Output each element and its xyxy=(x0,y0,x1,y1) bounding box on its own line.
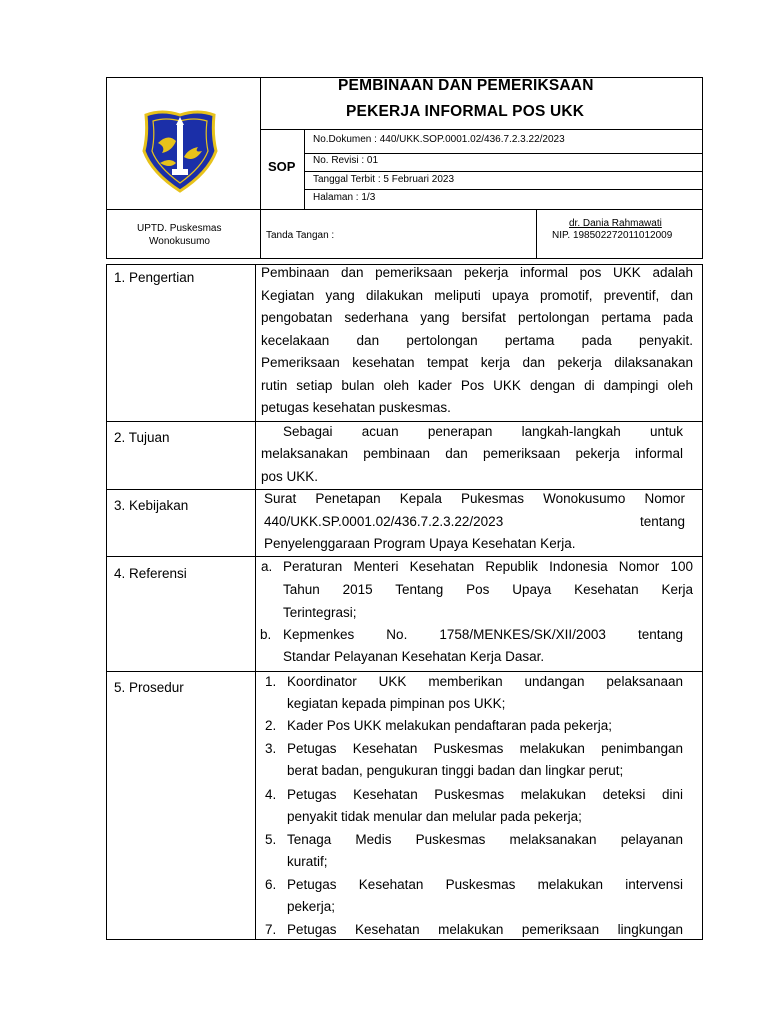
pengertian-line: Kegiatan yang dilakukan meliputi upaya promotif, preventif, dan xyxy=(261,288,693,303)
pengertian-line: Pemeriksaan kesehatan tempat kerja dan pekerja dilaksanakan xyxy=(261,355,693,370)
label-tujuan: 2. Tujuan xyxy=(114,430,170,445)
prosedur-marker: 2. xyxy=(265,718,277,733)
prosedur-line: kuratif; xyxy=(287,854,328,869)
prosedur-line: Petugas Kesehatan Puskesmas melakukan intervensi xyxy=(287,877,683,892)
referensi-line: Terintegrasi; xyxy=(283,605,357,620)
prosedur-marker: 5. xyxy=(265,832,277,847)
label-kebijakan: 3. Kebijakan xyxy=(114,498,189,513)
label-pengertian: 1. Pengertian xyxy=(114,270,195,285)
prosedur-marker: 1. xyxy=(265,674,277,689)
tujuan-line: pos UKK. xyxy=(261,469,319,484)
prosedur-line: penyakit tidak menular dan melular pada pekerja; xyxy=(287,809,582,824)
prosedur-line: Tenaga Medis Puskesmas melaksanakan pelayanan xyxy=(287,832,683,847)
pengertian-line: pengobatan sederhana yang bersifat pertolongan pertama pada xyxy=(261,310,693,325)
prosedur-line: kegiatan kepada pimpinan pos UKK; xyxy=(287,696,506,711)
prosedur-marker: 3. xyxy=(265,741,277,756)
tujuan-line: melaksanakan pembinaan dan pemeriksaan pekerja informal xyxy=(261,446,683,461)
pengertian-line: Pembinaan dan pemeriksaan pekerja informal pos UKK adalah xyxy=(261,265,693,280)
label-prosedur: 5. Prosedur xyxy=(114,680,184,695)
kebijakan-line: Penyelenggaraan Program Upaya Kesehatan Kerja. xyxy=(264,536,576,551)
prosedur-line: berat badan, pengukuran tinggi badan dan lingkar perut; xyxy=(287,763,624,778)
pengertian-line: rutin setiap bulan oleh kader Pos UKK dengan di dampingi oleh xyxy=(261,378,693,393)
halaman: Halaman : 1/3 xyxy=(313,192,376,203)
surabaya-crest-logo xyxy=(142,105,218,193)
unit-name-line1: UPTD. Puskesmas xyxy=(137,223,222,234)
label-referensi: 4. Referensi xyxy=(114,566,187,581)
referensi-line: Standar Pelayanan Kesehatan Kerja Dasar. xyxy=(283,649,545,664)
signer-name: dr. Dania Rahmawati xyxy=(569,218,662,229)
prosedur-line: Koordinator UKK memberikan undangan pelaksanaan xyxy=(287,674,683,689)
referensi-line: Peraturan Menteri Kesehatan Republik Indonesia Nomor 100 xyxy=(283,559,693,574)
referensi-line: Tahun 2015 Tentang Pos Upaya Kesehatan Kerja xyxy=(283,582,693,597)
tanggal-terbit: Tanggal Terbit : 5 Februari 2023 xyxy=(313,174,455,185)
no-revisi: No. Revisi : 01 xyxy=(313,155,379,166)
signer-nip: NIP. 198502272011012009 xyxy=(552,230,673,241)
prosedur-line: Petugas Kesehatan melakukan pemeriksaan lingkungan xyxy=(287,922,683,937)
referensi-marker: b. xyxy=(260,627,272,642)
prosedur-line: Petugas Kesehatan Puskesmas melakukan penimbangan xyxy=(287,741,683,756)
sop-title-line2: PEKERJA INFORMAL POS UKK xyxy=(346,103,585,120)
referensi-marker: a. xyxy=(261,559,273,574)
kebijakan-line: Surat Penetapan Kepala Pukesmas Wonokusumo Nomor xyxy=(264,491,685,506)
prosedur-line: Kader Pos UKK melakukan pendaftaran pada pekerja; xyxy=(287,718,612,733)
sop-label: SOP xyxy=(268,159,296,174)
sop-title-line1: PEMBINAAN DAN PEMERIKSAAN xyxy=(338,77,594,94)
tujuan-line: Sebagai acuan penerapan langkah-langkah untuk xyxy=(283,424,683,439)
tanda-tangan-label: Tanda Tangan : xyxy=(266,230,335,241)
no-dokumen: No.Dokumen : 440/UKK.SOP.0001.02/436.7.2.3.22/2023 xyxy=(313,134,565,145)
prosedur-marker: 6. xyxy=(265,877,277,892)
kebijakan-line: 440/UKK.SP.0001.02/436.7.2.3.22/2023 tentang xyxy=(264,514,685,529)
prosedur-marker: 7. xyxy=(265,922,277,937)
referensi-line: Kepmenkes No. 1758/MENKES/SK/XII/2003 tentang xyxy=(283,627,683,642)
pengertian-line: kecelakaan dan pertolongan pertama pada penyakit. xyxy=(261,333,693,348)
prosedur-line: Petugas Kesehatan Puskesmas melakukan deteksi dini xyxy=(287,787,683,802)
prosedur-line: pekerja; xyxy=(287,899,336,914)
unit-name-line2: Wonokusumo xyxy=(149,236,210,247)
pengertian-line: petugas kesehatan puskesmas. xyxy=(261,400,451,415)
prosedur-marker: 4. xyxy=(265,787,277,802)
